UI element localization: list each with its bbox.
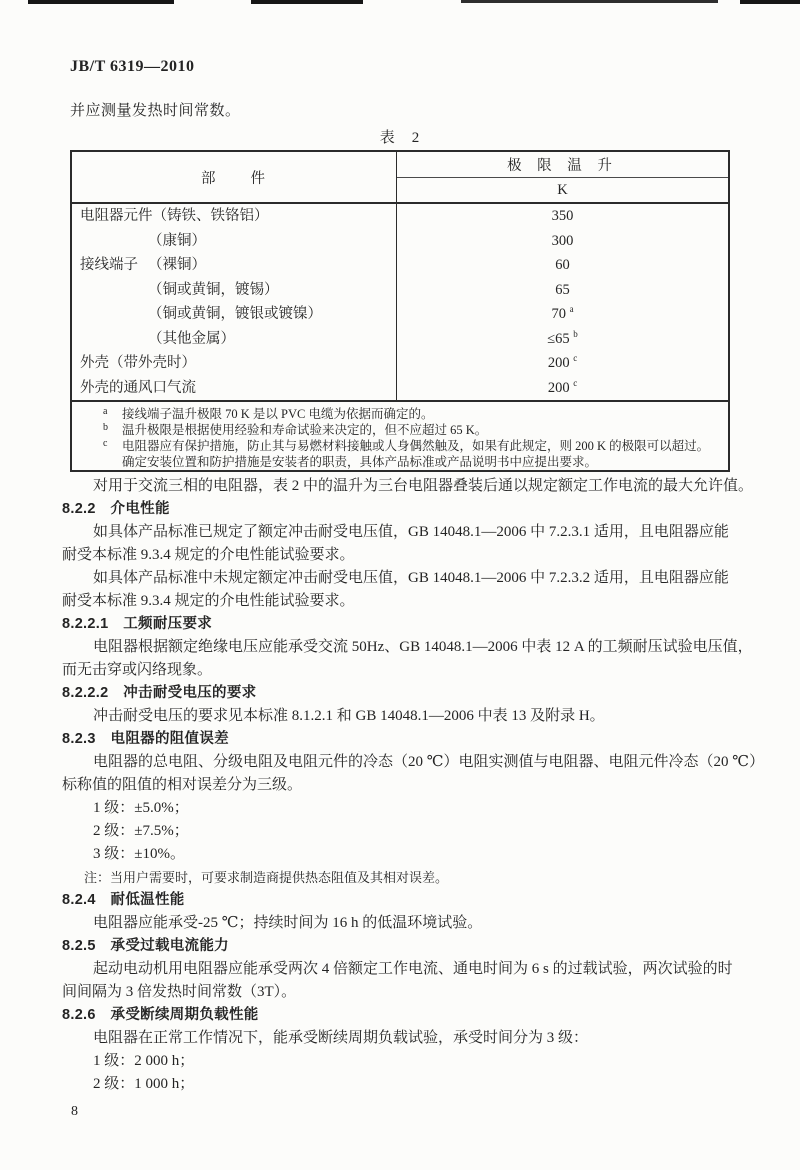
section-heading (62, 935, 756, 958)
footnote-text: 温升极限是根据使用经验和寿命试验来决定的，但不应超过 65 K。 (122, 423, 488, 437)
table-row (72, 278, 728, 303)
text-line: 而无击穿或闪络现象。 (62, 662, 213, 678)
text-line: 2 级：±7.5%； (93, 823, 189, 839)
cell-limit-value: 65 (555, 281, 570, 298)
footnote-ref: c (573, 353, 578, 364)
cell-limit-value: 300 (551, 232, 574, 249)
col-header-unit: K (557, 181, 568, 198)
component-group-label: 电阻器元件 (80, 208, 153, 224)
text-line: 注：当用户需要时，可要求制造商提供热态阻值及其相对误差。 (84, 870, 449, 885)
footnote-text: 接线端子温升极限 70 K 是以 PVC 电缆为依据而确定的。 (122, 407, 434, 421)
cell-component (72, 278, 397, 303)
scan-artifact (740, 0, 800, 4)
text-line: 如具体产品标准已规定了额定冲击耐受电压值，GB 14048.1—2006 中 7.2.3.1 适用，且电阻器应能 (93, 524, 729, 540)
cell-limit-value: 200 $^c$ (547, 377, 578, 396)
component-detail-label: （铜或黄铜，镀锡） (148, 281, 279, 298)
cell-component (72, 204, 397, 229)
text-line: 耐受本标准 9.3.4 规定的介电性能试验要求。 (62, 547, 355, 563)
paragraph (62, 958, 756, 1004)
text-line: 1 级：±5.0%； (93, 800, 189, 816)
text-line: 8.2.5 承受过载电流能力 (62, 938, 229, 954)
footnote-ref: b (573, 328, 578, 339)
text-line: 电阻器在正常工作情况下，能承受断续周期负载试验，承受时间分为 3 级： (93, 1030, 589, 1046)
list-item (62, 1073, 756, 1096)
text-line: 电阻器应能承受-25 ℃；持续时间为 16 h 的低温环境试验。 (93, 915, 483, 931)
table-caption: 表 2 (379, 130, 421, 146)
text-line: 冲击耐受电压的要求见本标准 8.1.2.1 和 GB 14048.1—2006 中表 13 及附录 H。 (93, 708, 605, 724)
note (62, 866, 756, 889)
body-text (62, 475, 765, 1096)
cell-limit-value: 350 (551, 208, 574, 224)
intro-paragraph: 并应测量发热时间常数。 (70, 103, 241, 119)
table-row (72, 351, 728, 376)
paragraph (62, 705, 756, 728)
table-row (72, 253, 728, 278)
table-row (72, 376, 728, 401)
cell-component (72, 253, 397, 278)
text-line: 耐受本标准 9.3.4 规定的介电性能试验要求。 (62, 593, 355, 609)
list-item (62, 1050, 756, 1073)
text-line: 标称值的阻值的相对误差分为三级。 (62, 777, 303, 793)
table-row (72, 302, 728, 327)
component-detail-label: （铸铁、铁铬铝） (152, 208, 269, 224)
component-detail-label: （裸铜） (148, 257, 206, 273)
paragraph (62, 1027, 756, 1050)
cell-component (72, 376, 397, 401)
section-heading (62, 728, 756, 751)
paragraph (62, 521, 756, 567)
paragraph (62, 475, 756, 498)
cell-limit-value: 200 $^c$ (547, 353, 578, 371)
page-number: 8 (71, 1104, 78, 1119)
scan-artifact (251, 0, 363, 4)
footnote-item (72, 438, 722, 470)
cell-component (72, 302, 397, 327)
section-heading (62, 498, 756, 521)
col-header-limit-rise (397, 152, 728, 202)
scan-artifact (28, 0, 174, 4)
text-line: 8.2.2 介电性能 (62, 501, 170, 517)
section-heading (62, 682, 756, 705)
table-footnotes (72, 400, 728, 470)
component-detail-label: （铜或黄铜，镀银或镀镍） (148, 306, 322, 322)
col-header-limit-rise-title: 极 限 温 升 (397, 152, 728, 178)
text-line: 2 级：1 000 h； (93, 1076, 195, 1092)
table-row (72, 204, 728, 229)
cell-component (72, 351, 397, 376)
text-line: 如具体产品标准中未规定额定冲击耐受电压值，GB 14048.1—2006 中 7.2.3.2 适用，且电阻器应能 (93, 570, 729, 586)
component-detail-label: （其他金属） (148, 330, 235, 347)
footnote-marker: b (103, 422, 108, 433)
text-line: 间间隔为 3 倍发热时间常数（3T）。 (62, 984, 297, 1000)
text-line: 3 级：±10%。 (93, 846, 185, 862)
section-heading (62, 613, 756, 636)
footnote-marker: c (103, 438, 108, 449)
table-row (72, 229, 728, 254)
text-line: 8.2.3 电阻器的阻值误差 (62, 731, 229, 747)
footnote-item (72, 422, 722, 438)
standard-number: JB/T 6319—2010 (70, 58, 195, 75)
cell-component (72, 327, 397, 352)
footnote-text: 确定安装位置和防护措施是安装者的职责，具体产品标准或产品说明书中应提出要求。 (122, 455, 598, 469)
text-line: 电阻器的总电阻、分级电阻及电阻元件的冷态（20 ℃）电阻实测值与电阻器、电阻元件冷态（20 ℃） (93, 754, 765, 770)
footnote-text: 电阻器应有保护措施，防止其与易燃材料接触或人身偶然触及，如果有此规定，则 200 K 的极限可以超过。 (122, 439, 710, 453)
list-item (62, 820, 756, 843)
cell-limit-value: 60 (555, 257, 570, 273)
text-line: 对用于交流三相的电阻器，表 2 中的温升为三台电阻器叠装后通以规定额定工作电流的最大允许值。 (93, 478, 754, 494)
scan-artifact (461, 0, 718, 3)
paragraph (62, 912, 756, 935)
text-line: 1 级：2 000 h； (93, 1053, 195, 1069)
section-heading (62, 1004, 756, 1027)
text-line: 8.2.4 耐低温性能 (62, 892, 185, 908)
footnote-ref: a (569, 304, 574, 315)
cell-limit-value: ≤65 $^b$ (547, 328, 578, 347)
text-line: 8.2.6 承受断续周期负载性能 (62, 1007, 259, 1023)
component-group-label: 接线端子 (80, 257, 138, 273)
table-header-row (72, 152, 728, 204)
component-detail-label: （康铜） (148, 232, 206, 249)
footnote-item (72, 406, 722, 422)
paragraph (62, 636, 756, 682)
footnote-ref: c (573, 377, 578, 388)
list-item (62, 843, 756, 866)
list-item (62, 797, 756, 820)
paragraph (62, 567, 756, 613)
text-line: 8.2.2.1 工频耐压要求 (62, 616, 213, 632)
footnote-marker: a (103, 406, 108, 417)
cell-component (72, 229, 397, 254)
section-heading (62, 889, 756, 912)
text-line: 8.2.2.2 冲击耐受电压的要求 (62, 685, 257, 701)
component-group-label: 外壳（带外壳时） (80, 355, 196, 371)
table-limit-temperature-rise (70, 150, 730, 472)
cell-limit-value: 70 $^a$ (551, 304, 574, 322)
table-rows (72, 204, 728, 400)
paragraph (62, 751, 765, 797)
text-line: 电阻器根据额定绝缘电压应能承受交流 50Hz、GB 14048.1—2006 中表 12 A 的工频耐压试验电压值， (93, 639, 753, 655)
table-row (72, 327, 728, 352)
component-group-label: 外壳的通风口气流 (80, 379, 196, 396)
col-header-component: 部 件 (72, 152, 397, 202)
text-line: 起动电动机用电阻器应能承受两次 4 倍额定工作电流、通电时间为 6 s 的过载试验，两次试验的时 (93, 961, 733, 977)
